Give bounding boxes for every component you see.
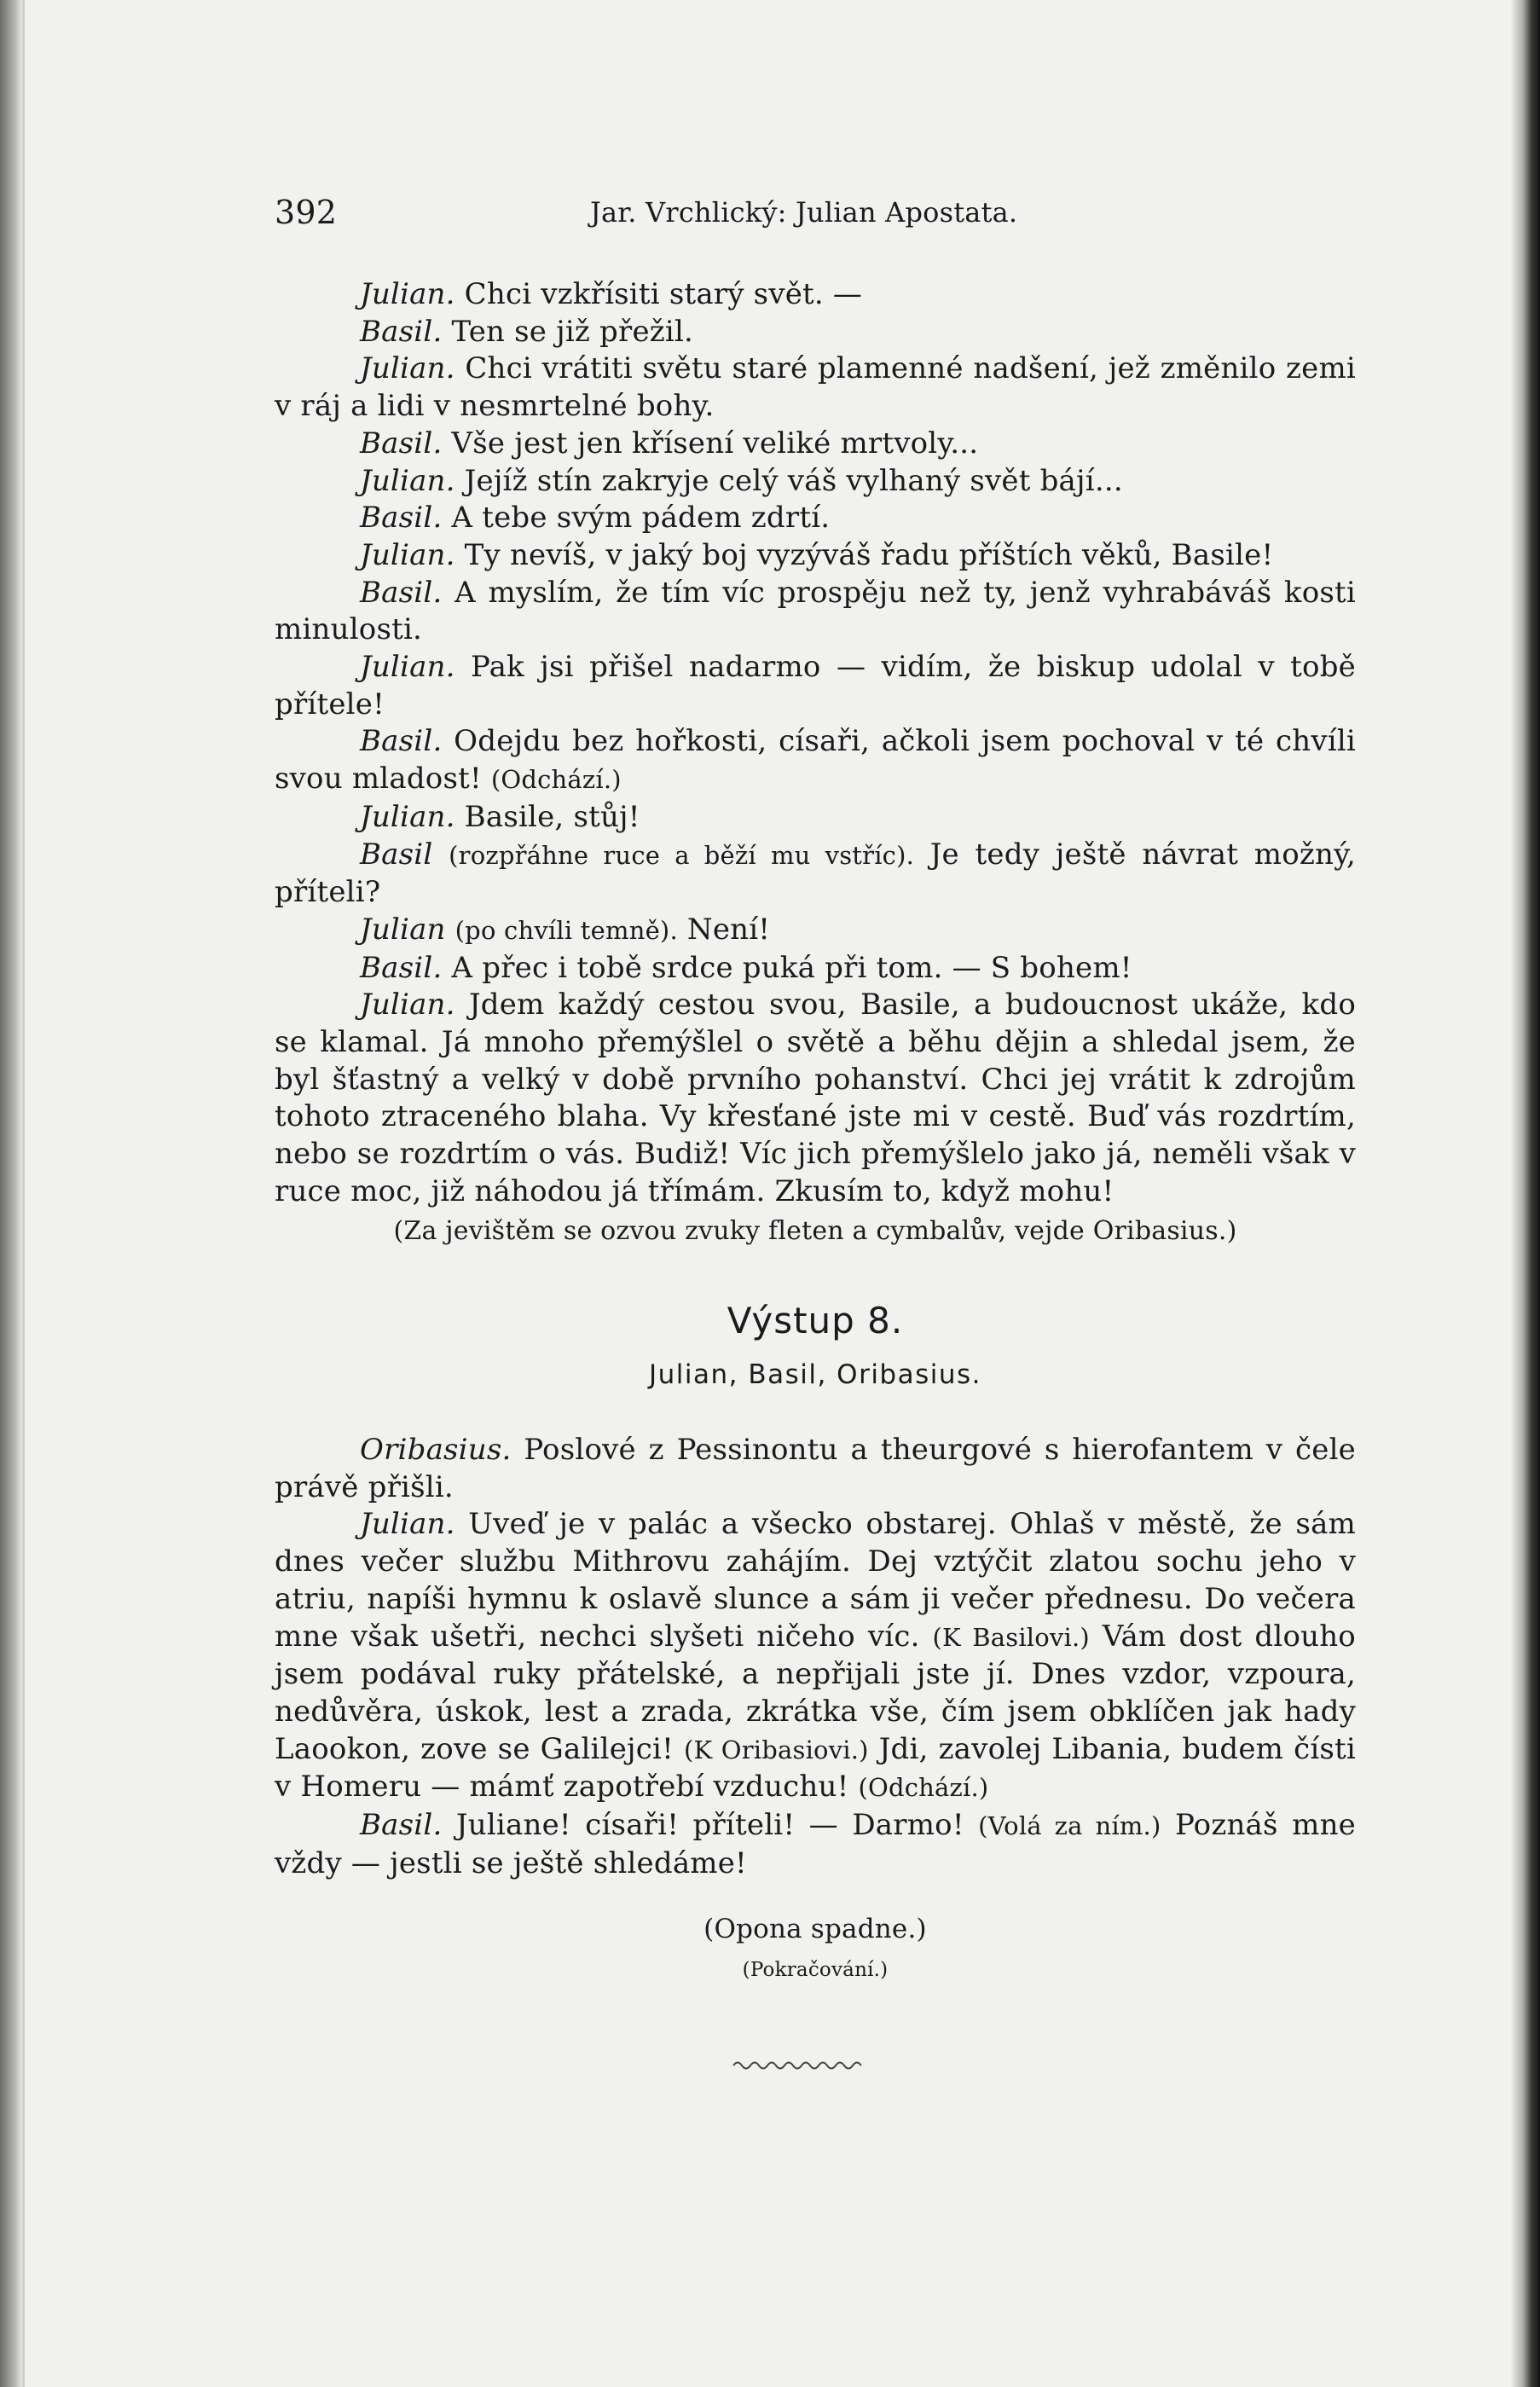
dialogue-line: [275, 837, 1356, 912]
line-text: Ten se již přežil.: [442, 314, 694, 349]
line-text: A myslím, že tím víc prospěju než ty, jenž vyhrabáváš kosti minulosti.: [275, 575, 1356, 647]
dialogue-line: [275, 500, 1356, 537]
stage-direction: (Odchází.): [490, 765, 622, 795]
speaker-name: Basil.: [360, 950, 443, 985]
speaker-name: Julian.: [360, 277, 455, 311]
line-text: Uveď je v palác a všecko obstarej. Ohlaš v městě, že sám dnes večer službu Mithrovu zahájím. Dej vztýčit zlatou sochu jeho v atriu, napíši hymnu k oslavě slunce a sám ji večer přednesu. Do večera mne však ušetři, nechci slyšeti ničeho víc.: [275, 1507, 1356, 1654]
line-text: Je tedy ještě návrat možný, příteli?: [275, 837, 1357, 910]
line-text: Vám dost dlouho jsem podával ruky přátelské, a nepřijali jste jí. Dnes vzdor, vzpoura, nedůvěra, úskok, lest a zrada, zkrátka vše, čím jsem obklíčen jak hady Laookon, zove se Galilejci!: [275, 1619, 1356, 1766]
line-text: Jejíž stín zakryje celý váš vylhaný svět bájí...: [454, 463, 1123, 498]
scene-cast: Julian, Basil, Oribasius.: [648, 1359, 982, 1391]
stage-direction: (Odchází.): [858, 1773, 989, 1803]
line-text: Odejdu bez hořkosti, císaři, ačkoli jsem pochoval v té chvíli svou mladost!: [275, 724, 1356, 797]
left-page-edge: [0, 0, 22, 2387]
speaker-name: Julian.: [360, 799, 455, 834]
speaker-name: Julian.: [360, 650, 455, 685]
speaker-name: Julian.: [360, 351, 455, 386]
line-text: [446, 913, 455, 947]
page-number: 392: [275, 194, 338, 231]
line-text: Juliane! císaři! příteli! — Darmo!: [442, 1808, 979, 1843]
running-head: Jar. Vrchlický: Julian Apostata.: [590, 196, 1018, 229]
line-text: Basile, stůj!: [454, 799, 640, 834]
speaker-name: Julian.: [360, 463, 455, 498]
line-text: Vše jest jen křísení veliké mrtvoly...: [442, 426, 979, 461]
stage-direction: (rozpřáhne ruce a běží mu vstříc).: [449, 840, 915, 870]
continued-note: (Pokračování.): [742, 1959, 889, 1982]
line-text: Není!: [677, 912, 771, 947]
line-text: Chci vzkřísiti starý svět. —: [454, 277, 863, 311]
speaker-name: Basil.: [360, 426, 443, 461]
dialogue-line: [275, 799, 1356, 837]
right-page-edge: [1511, 0, 1540, 2387]
speaker-name: Julian.: [360, 1507, 455, 1542]
speaker-name: Basil: [360, 837, 433, 872]
curtain-direction: (Opona spadne.): [703, 1914, 927, 1945]
speaker-name: Julian.: [360, 537, 455, 572]
speaker-name: Oribasius.: [360, 1432, 512, 1467]
dialogue-line: [275, 463, 1356, 501]
dialogue-line: [275, 950, 1356, 988]
dialogue-line: [275, 426, 1356, 463]
dialogue-line: [275, 351, 1356, 425]
stage-direction: (Volá za ním.): [978, 1811, 1161, 1841]
speaker-name: Basil.: [360, 314, 443, 349]
line-text: A přec i tobě srdce puká při tom. — S bohem!: [442, 950, 1132, 985]
dialogue-line: [275, 575, 1356, 649]
stage-direction: (po chvíli temně).: [454, 915, 678, 945]
dialogue-line: [275, 537, 1356, 575]
wavy-ornament: [732, 2057, 868, 2074]
line-text: Chci vrátiti světu staré plamenné nadšení, jež změnilo zemi v ráj a lidi v nesmrtelné bohy.: [275, 351, 1356, 424]
dialogue-line: [275, 314, 1356, 351]
speaker-name: Basil.: [360, 501, 443, 536]
gutter-crease: [22, 0, 25, 2387]
speaker-name: Julian.: [360, 988, 455, 1023]
line-text: [432, 837, 449, 872]
dialogue-line: [275, 1432, 1356, 1506]
dialogue-line: [275, 912, 1356, 950]
stage-direction: (K Basilovi.): [932, 1622, 1090, 1652]
line-text: Jdem každý cestou svou, Basile, a budoucnost ukáže, kdo se klamal. Já mnoho přemýšlel o světě a běhu dějin a shledal jsem, že byl šťastný a velký v době prvního pohanství. Chci jej vrátit k zdrojům tohoto ztraceného blaha. Vy křesťané jste mi v cestě. Buď vás rozdrtím, nebo se rozdrtím o vás. Budiž! Víc jich přemýšlelo jako já, neměli však v ruce moc, již náhodou já třímám. Zkusím to, když mohu!: [275, 988, 1356, 1208]
dialogue-line: [275, 1807, 1356, 1882]
dialogue-line: [275, 987, 1356, 1210]
page-header: [275, 194, 1356, 237]
stage-direction-centered: (Za jevištěm se ozvou zvuky fleten a cymbalův, vejde Oribasius.): [393, 1215, 1237, 1246]
page-body: [275, 194, 1356, 1990]
dialogue-line: [275, 723, 1356, 798]
line-text: Pak jsi přišel nadarmo — vidím, že biskup udolal v tobě přítele!: [275, 650, 1356, 721]
line-text: Poslové z Pessinontu a theurgové s hierofantem v čele právě přišli.: [275, 1432, 1356, 1504]
stage-direction: (K Oribasiovi.): [683, 1735, 869, 1764]
line-text: Ty nevíš, v jaký boj vyzýváš řadu příštích věků, Basile!: [454, 537, 1274, 572]
line-text: Poznáš mne vždy — jestli se ještě shledáme!: [275, 1808, 1356, 1880]
speaker-name: Julian: [360, 912, 446, 947]
dialogue-line: [275, 649, 1356, 723]
speaker-name: Basil.: [360, 575, 443, 610]
line-text: A tebe svým pádem zdrtí.: [442, 501, 831, 536]
speaker-name: Basil.: [360, 724, 443, 759]
line-text: Jdi, zavolej Libania, budem čísti v Homeru — mámť zapotřebí vzduchu!: [275, 1731, 1356, 1805]
dialogue-line: [275, 1506, 1356, 1807]
speaker-name: Basil.: [360, 1808, 443, 1843]
scene-title: Výstup 8.: [727, 1300, 904, 1342]
dialogue-line: [275, 276, 1356, 314]
